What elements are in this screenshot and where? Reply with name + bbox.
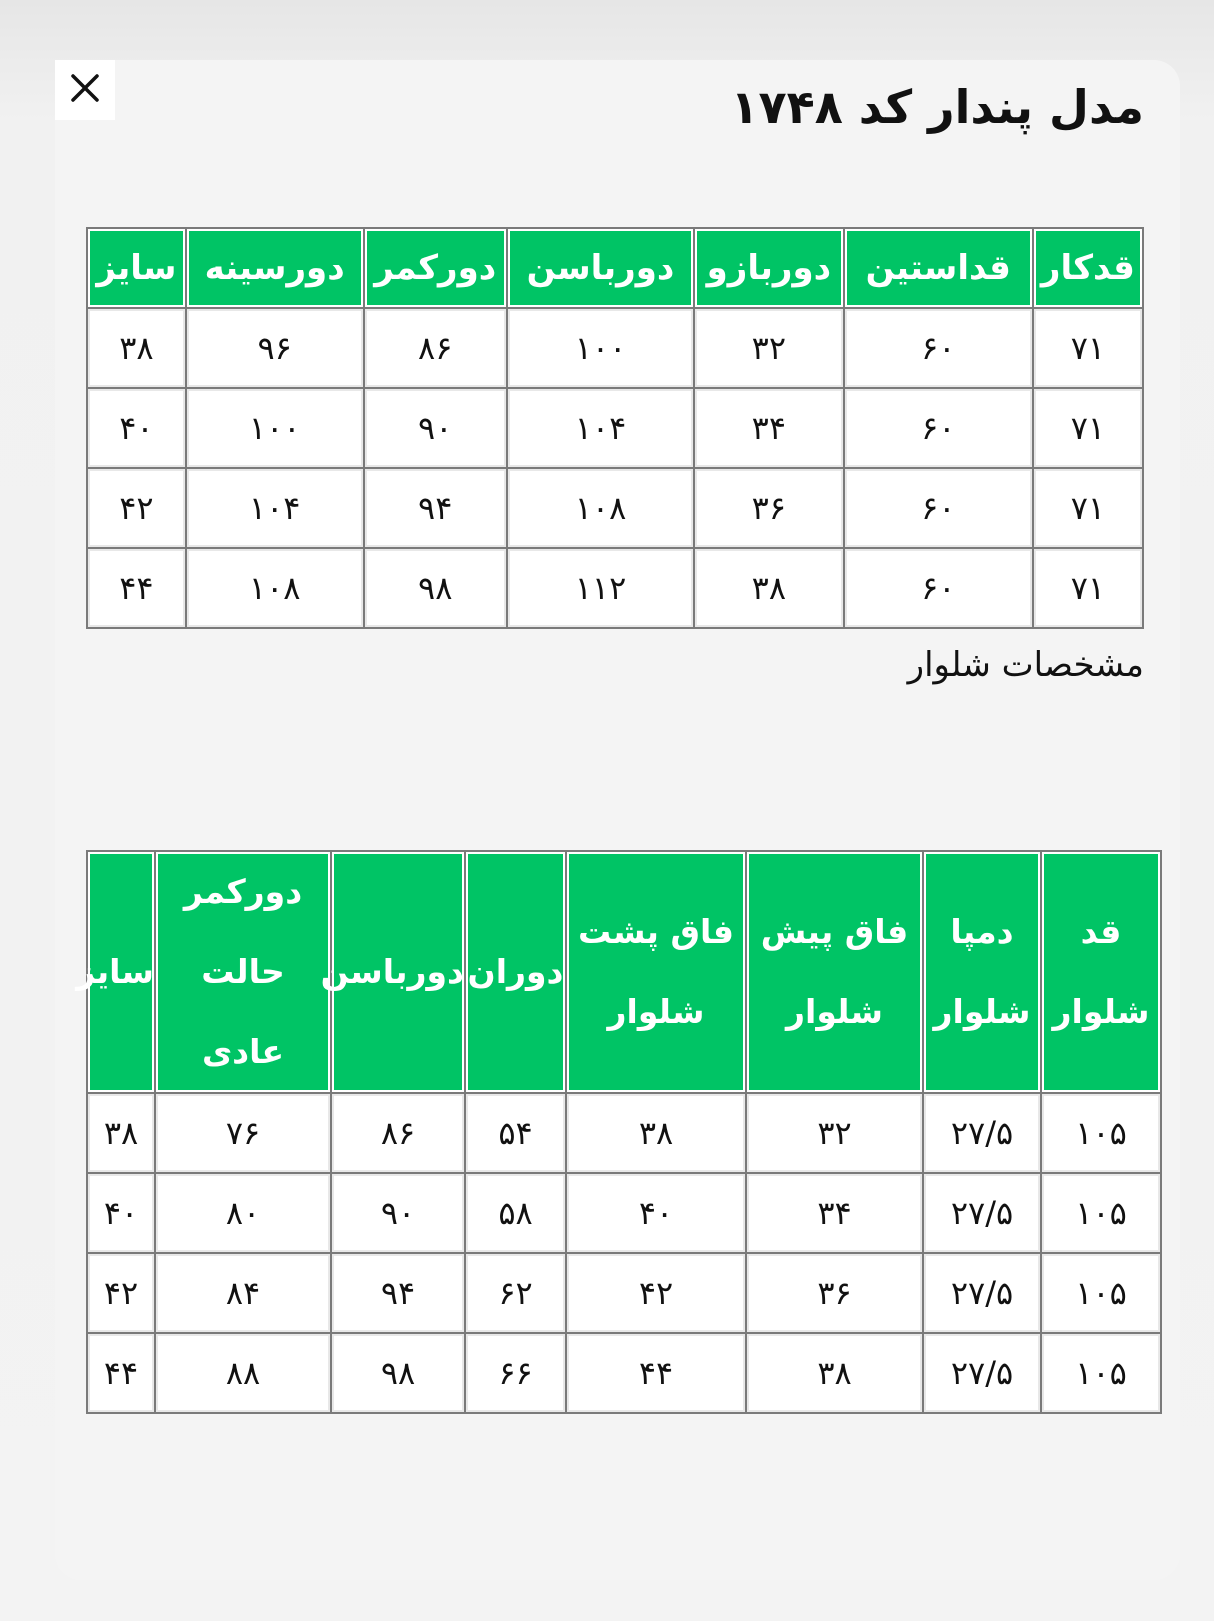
header-cell: دورسینه	[187, 229, 365, 309]
table-cell: ۳۴	[695, 389, 845, 469]
table-row	[88, 549, 1144, 629]
table-cell: ۱۰۵	[1042, 1334, 1162, 1414]
close-icon	[70, 73, 100, 107]
table-cell: ۱۰۵	[1042, 1254, 1162, 1334]
table-cell: ۴۴	[88, 1334, 156, 1414]
header-cell: دورباسن	[332, 852, 466, 1094]
header-cell: فاق پیش شلوار	[747, 852, 924, 1094]
table-cell: ۲۷/۵	[924, 1334, 1042, 1414]
table-cell: ۱۰۵	[1042, 1174, 1162, 1254]
table-cell: ۴۰	[88, 1174, 156, 1254]
table-cell: ۵۴	[466, 1094, 567, 1174]
table-cell: ۴۲	[88, 469, 187, 549]
close-button[interactable]	[55, 60, 115, 120]
table-cell: ۸۸	[156, 1334, 332, 1414]
table-cell: ۹۶	[187, 309, 365, 389]
table-cell: ۳۶	[695, 469, 845, 549]
table-cell: ۱۱۲	[508, 549, 695, 629]
table-cell: ۶۲	[466, 1254, 567, 1334]
table-cell: ۱۰۴	[508, 389, 695, 469]
header-cell: دورباسن	[508, 229, 695, 309]
table-cell: ۶۰	[845, 309, 1034, 389]
pants-specs-heading: مشخصات شلوار	[907, 645, 1144, 685]
table-cell: ۴۲	[88, 1254, 156, 1334]
table-cell: ۸۰	[156, 1174, 332, 1254]
table-cell: ۳۶	[747, 1254, 924, 1334]
table-row	[88, 1094, 1162, 1174]
header-cell: دورکمر حالت عادی	[156, 852, 332, 1094]
header-cell: دوران	[466, 852, 567, 1094]
table-cell: ۷۱	[1034, 389, 1144, 469]
table-cell: ۹۰	[332, 1174, 466, 1254]
table-row	[88, 309, 1144, 389]
table-cell: ۶۰	[845, 469, 1034, 549]
table-cell: ۹۴	[332, 1254, 466, 1334]
table-cell: ۷۶	[156, 1094, 332, 1174]
table-cell: ۸۴	[156, 1254, 332, 1334]
table-cell: ۷۱	[1034, 309, 1144, 389]
table-cell: ۴۴	[567, 1334, 747, 1414]
table-cell: ۳۸	[567, 1094, 747, 1174]
header-cell: سایز	[88, 229, 187, 309]
table-cell: ۹۰	[365, 389, 508, 469]
top-size-table	[86, 227, 1144, 629]
table-cell: ۳۴	[747, 1174, 924, 1254]
table-cell: ۴۲	[567, 1254, 747, 1334]
table-cell: ۸۶	[332, 1094, 466, 1174]
page-title: مدل پندار کد ۱۷۴۸	[730, 80, 1144, 134]
header-cell: قد شلوار	[1042, 852, 1162, 1094]
table-cell: ۷۱	[1034, 549, 1144, 629]
table-cell: ۹۸	[332, 1334, 466, 1414]
table-cell: ۳۲	[695, 309, 845, 389]
table-cell: ۱۰۰	[187, 389, 365, 469]
header-cell: سایز	[88, 852, 156, 1094]
table-cell: ۲۷/۵	[924, 1174, 1042, 1254]
table-cell: ۱۰۸	[508, 469, 695, 549]
header-cell: قداستین	[845, 229, 1034, 309]
header-cell: دمپا شلوار	[924, 852, 1042, 1094]
table-cell: ۹۸	[365, 549, 508, 629]
header-cell: دورکمر	[365, 229, 508, 309]
table-header-row	[88, 852, 1162, 1094]
table-cell: ۴۴	[88, 549, 187, 629]
table-cell: ۳۸	[695, 549, 845, 629]
table-cell: ۱۰۰	[508, 309, 695, 389]
table-cell: ۱۰۵	[1042, 1094, 1162, 1174]
table-cell: ۹۴	[365, 469, 508, 549]
table-cell: ۶۰	[845, 389, 1034, 469]
table-cell: ۱۰۸	[187, 549, 365, 629]
table-cell: ۸۶	[365, 309, 508, 389]
table-cell: ۳۸	[88, 1094, 156, 1174]
table-row	[88, 389, 1144, 469]
table-cell: ۳۸	[747, 1334, 924, 1414]
table-cell: ۴۰	[567, 1174, 747, 1254]
table-row	[88, 1174, 1162, 1254]
table-row	[88, 1254, 1162, 1334]
header-cell: دوربازو	[695, 229, 845, 309]
table-cell: ۶۰	[845, 549, 1034, 629]
table-row	[88, 1334, 1162, 1414]
table-cell: ۲۷/۵	[924, 1254, 1042, 1334]
table-cell: ۱۰۴	[187, 469, 365, 549]
table-cell: ۳۸	[88, 309, 187, 389]
table-cell: ۴۰	[88, 389, 187, 469]
table-cell: ۳۲	[747, 1094, 924, 1174]
table-row	[88, 469, 1144, 549]
table-cell: ۵۸	[466, 1174, 567, 1254]
table-cell: ۲۷/۵	[924, 1094, 1042, 1174]
table-cell: ۶۶	[466, 1334, 567, 1414]
header-cell: فاق پشت شلوار	[567, 852, 747, 1094]
table-header-row	[88, 229, 1144, 309]
table-cell: ۷۱	[1034, 469, 1144, 549]
header-cell: قدکار	[1034, 229, 1144, 309]
pants-size-table	[76, 850, 1162, 1414]
